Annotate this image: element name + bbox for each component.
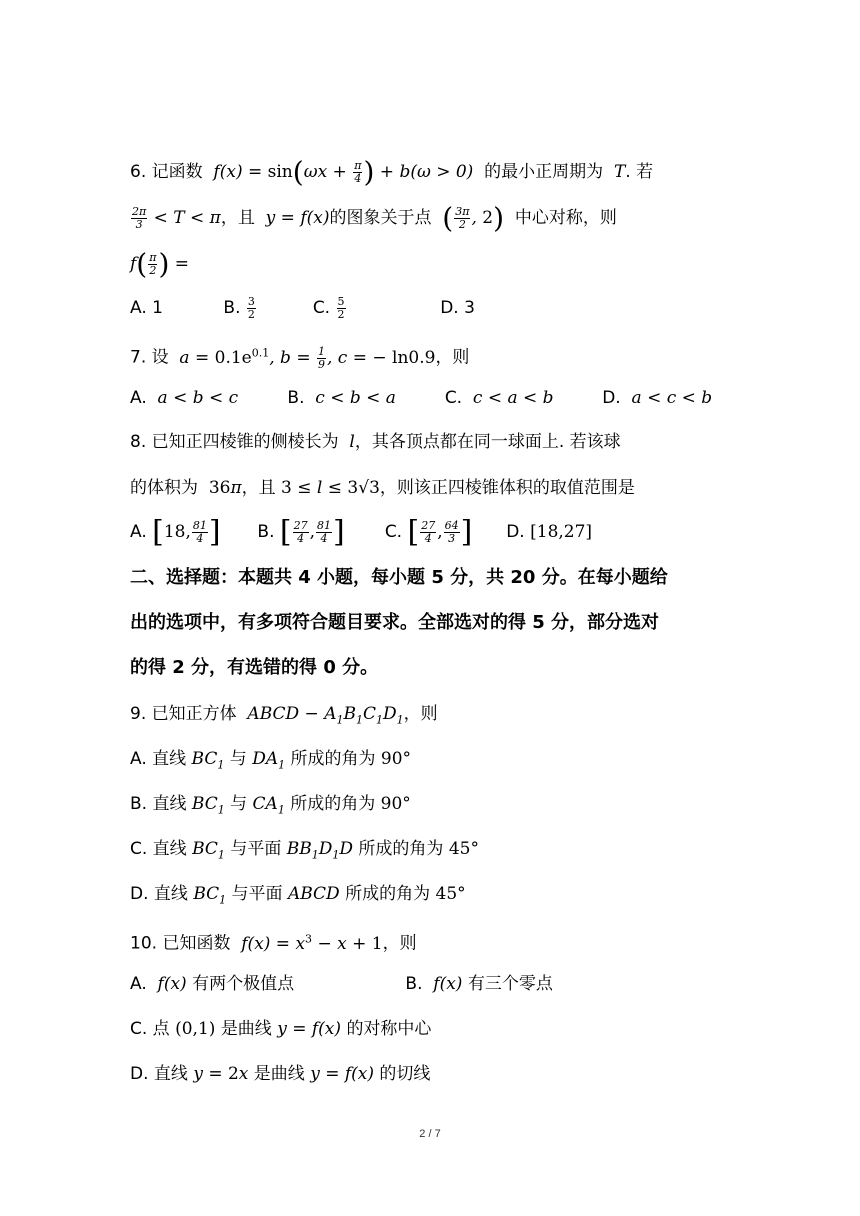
q8-option-d[interactable]: D. [18,27] bbox=[506, 522, 593, 542]
q8-line2-a: 的体积为 bbox=[130, 478, 198, 498]
q6-prefix: 6. 记函数 bbox=[130, 162, 203, 182]
q6-line1-end: . 若 bbox=[625, 162, 654, 182]
q7-definitions: $a = 0.1e^{0.1}$, b = $\frac{1}{9}$ , c = − ln0.9 bbox=[174, 344, 436, 371]
q10-options-ab bbox=[130, 970, 730, 998]
q6-function-expression: f(x) = sin(ωx + $\frac{\pi}{4}$ ) + b(ω > 0) bbox=[208, 155, 479, 189]
q9-prefix: 9. 已知正方体 bbox=[130, 704, 237, 724]
q6-period-range: $\frac{2\pi}{3}$ < T < π bbox=[132, 205, 221, 231]
q9-option-d[interactable]: D. 直线 $BC_1$ 与平面 ABCD 所成的角为 45° bbox=[130, 884, 466, 907]
q8-line2-c: ，则该正四棱锥体积的取值范围是 bbox=[379, 478, 635, 498]
q9-end: ，则 bbox=[403, 704, 438, 724]
q8-options bbox=[130, 514, 730, 550]
q8-line1-text: 8. 已知正四棱锥的侧棱长为 bbox=[130, 432, 339, 452]
q6-options bbox=[130, 294, 730, 322]
q8-option-b[interactable]: B. [ $\frac{27}{4}$ , $\frac{81}{4}$ ] bbox=[257, 514, 345, 550]
q10-option-d[interactable]: D. 直线 y = 2x 是曲线 y = f(x) 的切线 bbox=[130, 1064, 431, 1084]
q6-ask-expression: f( $\frac{\pi}{2}$ ) = bbox=[130, 247, 190, 281]
q7-options bbox=[130, 384, 730, 412]
q7-prefix: 7. 设 bbox=[130, 347, 169, 368]
q9-option-b[interactable]: B. 直线 $BC_1$ 与 $CA_1$ 所成的角为 90° bbox=[130, 794, 411, 817]
q9-option-c[interactable]: C. 直线 $BC_1$ 与平面 $BB_1D_1D$ 所成的角为 45° bbox=[130, 839, 479, 862]
q6-line2-end: 中心对称，则 bbox=[514, 208, 617, 228]
q6-line2-mid: ，且 bbox=[220, 208, 255, 228]
section2-line-3: 的得 2 分，有选错的得 0 分。 bbox=[130, 657, 379, 678]
q7-option-a[interactable]: A. a < b < c bbox=[130, 388, 239, 408]
q8-volume-value: 36π bbox=[208, 478, 242, 498]
q6-line-2 bbox=[130, 201, 730, 235]
q10-option-c[interactable]: C. 点 (0,1) 是曲线 y = f(x) 的对称中心 bbox=[130, 1019, 432, 1039]
q8-line-1 bbox=[130, 428, 730, 456]
page-number: 2 / 7 bbox=[419, 1128, 441, 1140]
q9-stem bbox=[130, 700, 730, 734]
q6-graph-expression: y = f(x) bbox=[260, 208, 330, 228]
q6-line-3 bbox=[130, 247, 730, 281]
q6-option-a[interactable]: A. 1 bbox=[130, 298, 163, 318]
q10-stem bbox=[130, 925, 730, 958]
q7-option-c[interactable]: C. c < a < b bbox=[444, 388, 554, 408]
section2-line-1: 二、选择题：本题共 4 小题，每小题 5 分，共 20 分。在每小题给 bbox=[130, 567, 668, 588]
q8-edge-symbol: l bbox=[344, 432, 355, 452]
q10-option-a[interactable]: A. f(x) 有两个极值点 bbox=[130, 974, 295, 994]
q8-option-c[interactable]: C. [ $\frac{27}{4}$ , $\frac{64}{3}$ ] bbox=[384, 514, 473, 550]
q7-stem bbox=[130, 339, 730, 372]
q6-period-text: 的最小正周期为 bbox=[484, 162, 604, 182]
q7-option-b[interactable]: B. c < b < a bbox=[287, 388, 396, 408]
q9-option-a[interactable]: A. 直线 $BC_1$ 与 $DA_1$ 所成的角为 90° bbox=[130, 749, 412, 772]
q10-end: ，则 bbox=[382, 933, 417, 954]
q6-option-c[interactable]: C. $\frac{5}{2}$ bbox=[312, 294, 345, 321]
q6-option-b[interactable]: B. $\frac{3}{2}$ bbox=[223, 294, 255, 321]
q7-option-d[interactable]: D. a < c < b bbox=[602, 388, 713, 408]
q10-option-b[interactable]: B. f(x) 有三个零点 bbox=[405, 974, 553, 994]
q10-prefix: 10. 已知函数 bbox=[130, 933, 231, 954]
q8-line2-b: ，且 bbox=[241, 478, 276, 498]
q8-edge-range: 3 ≤ l ≤ 3√3 bbox=[281, 478, 380, 498]
q10-function: $f(x) = x^3 - x + 1$ bbox=[235, 932, 383, 954]
q6-line-1 bbox=[130, 155, 730, 189]
section2-line-2: 出的选项中，有多项符合题目要求。全部选对的得 5 分，部分选对 bbox=[130, 612, 660, 633]
q9-cube-name: ABCD − $A_1B_1C_1D_1$ bbox=[242, 704, 404, 727]
q7-end: ，则 bbox=[435, 347, 470, 368]
q6-option-d[interactable]: D. 3 bbox=[440, 298, 475, 318]
q6-period-symbol: T bbox=[608, 162, 626, 182]
q8-option-a[interactable]: A. [18, $\frac{81}{4}$ ] bbox=[130, 514, 221, 550]
q6-symmetry-point: ( $\frac{3\pi}{2}$ , 2) bbox=[442, 201, 505, 235]
q8-line-2 bbox=[130, 474, 730, 502]
q8-line1-b: ，其各顶点都在同一球面上. 若该球 bbox=[354, 432, 621, 452]
q6-line2-mid2: 的图象关于点 bbox=[329, 208, 432, 228]
